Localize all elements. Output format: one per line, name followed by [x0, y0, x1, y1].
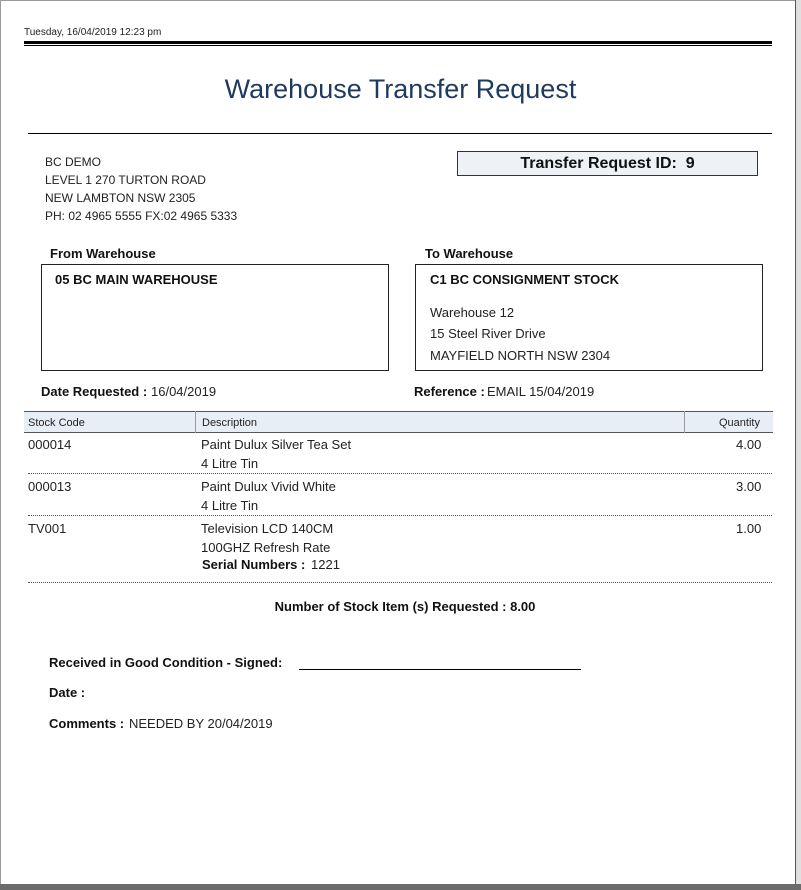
print-timestamp: Tuesday, 16/04/2019 12:23 pm: [24, 27, 162, 38]
table-header-row: [24, 411, 773, 433]
transfer-request-id-value: 9: [685, 155, 695, 172]
row-description-detail: 4 Litre Tin: [201, 498, 259, 513]
row-stock-code: TV001: [28, 521, 67, 536]
company-address-line1: LEVEL 1 270 TURTON ROAD: [45, 173, 206, 187]
row-quantity: 1.00: [736, 521, 762, 536]
reference-label: Reference :: [414, 384, 485, 399]
row-quantity: 4.00: [736, 437, 762, 452]
comments-value: NEEDED BY 20/04/2019: [129, 716, 273, 731]
total-items-requested: Number of Stock Item (s) Requested : 8.00: [274, 599, 536, 614]
page-bottom-edge: [0, 884, 801, 890]
signature-line: [299, 669, 581, 670]
row-stock-code: 000013: [28, 479, 72, 494]
header-rule-thick: [24, 41, 772, 44]
serial-numbers-label: Serial Numbers :: [202, 557, 306, 572]
to-warehouse-line2: 15 Steel River Drive: [430, 326, 546, 341]
table-header-divider: [195, 411, 196, 433]
row-description: Television LCD 140CM: [201, 521, 334, 536]
reference-value: EMAIL 15/04/2019: [487, 384, 595, 399]
transfer-request-id-box: [457, 151, 758, 176]
column-header-description: Description: [202, 417, 258, 429]
row-separator: [28, 515, 772, 516]
date-label: Date :: [49, 685, 86, 700]
row-description: Paint Dulux Vivid White: [201, 479, 336, 494]
column-header-quantity: Quantity: [719, 417, 760, 429]
date-requested-label: Date Requested :: [41, 384, 148, 399]
company-name: BC DEMO: [45, 155, 102, 169]
from-warehouse-label: From Warehouse: [50, 246, 156, 261]
table-header-divider: [684, 411, 685, 433]
row-separator: [28, 473, 772, 474]
row-quantity: 3.00: [736, 479, 762, 494]
company-phone: PH: 02 4965 5555 FX:02 4965 5333: [45, 209, 238, 223]
row-description-detail: 100GHZ Refresh Rate: [201, 540, 331, 555]
row-description: Paint Dulux Silver Tea Set: [201, 437, 352, 452]
header-rule-thin: [24, 45, 772, 46]
received-signed-label: Received in Good Condition - Signed:: [49, 655, 283, 670]
to-warehouse-name: C1 BC CONSIGNMENT STOCK: [430, 272, 619, 287]
table-end-separator: [28, 582, 772, 583]
title-rule: [28, 133, 772, 134]
page-right-edge: [795, 0, 801, 890]
to-warehouse-line3: MAYFIELD NORTH NSW 2304: [430, 348, 611, 363]
transfer-request-id-label: Transfer Request ID:: [520, 155, 677, 172]
comments-label: Comments :: [49, 716, 125, 731]
to-warehouse-line1: Warehouse 12: [430, 305, 515, 320]
row-stock-code: 000014: [28, 437, 72, 452]
serial-numbers-value: 1221: [311, 557, 340, 572]
from-warehouse-name: 05 BC MAIN WAREHOUSE: [55, 272, 218, 287]
company-address-line2: NEW LAMBTON NSW 2305: [45, 191, 196, 205]
date-requested-value: 16/04/2019: [151, 384, 217, 399]
row-description-detail: 4 Litre Tin: [201, 456, 259, 471]
report-title: Warehouse Transfer Request: [224, 74, 577, 104]
to-warehouse-label: To Warehouse: [425, 246, 514, 261]
column-header-stock-code: Stock Code: [28, 417, 85, 429]
